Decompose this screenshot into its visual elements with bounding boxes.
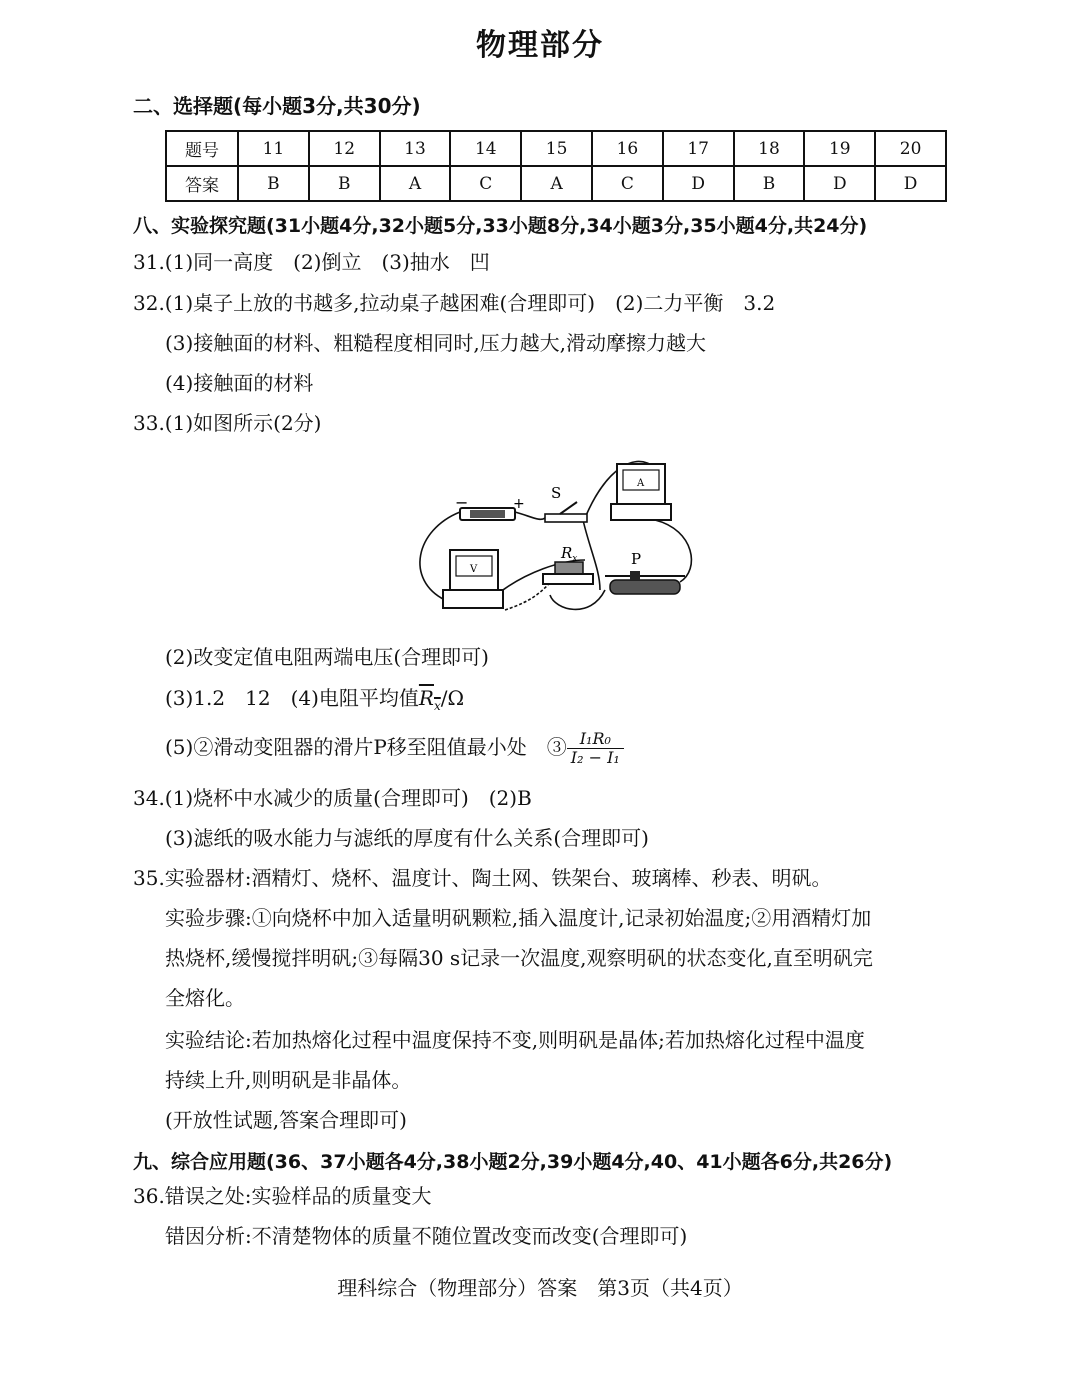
page-footer: 理科综合（物理部分）答案 第3页（共4页） <box>337 1276 743 1300</box>
question-number: 15 <box>521 131 592 166</box>
ammeter-label: A <box>637 478 645 489</box>
answer-cell: B <box>238 166 309 201</box>
formula-denominator: I₂ − I₁ <box>570 748 620 767</box>
resistance-unit: /Ω <box>440 686 465 710</box>
answer-cell: C <box>450 166 521 201</box>
question-number: 17 <box>663 131 734 166</box>
battery-minus-label: − <box>455 493 469 512</box>
section-9-heading: 九、综合应用题(36、37小题各4分,38小题2分,39小题4分,40、41小题各6分,共26分) <box>133 1151 893 1173</box>
q34-line-2: (3)滤纸的吸水能力与滤纸的厚度有什么关系(合理即可) <box>165 826 649 850</box>
q32-line-2: (3)接触面的材料、粗糙程度相同时,压力越大,滑动摩擦力越大 <box>165 331 707 355</box>
resistor-base <box>543 574 593 584</box>
answer-cell: B <box>734 166 805 201</box>
answer-cell: A <box>521 166 592 201</box>
question-number: 11 <box>238 131 309 166</box>
battery-cell <box>470 510 505 518</box>
ammeter-base <box>611 504 671 520</box>
resistance-average-var-sub: x <box>433 699 441 713</box>
answer-table-number-row <box>166 131 946 166</box>
answer-cell: D <box>804 166 875 201</box>
switch-icon <box>545 514 587 522</box>
answer-table-header-answer: 答案 <box>166 166 238 201</box>
q35-line-1: 35.实验器材:酒精灯、烧杯、温度计、陶土网、铁架台、玻璃棒、秒表、明矾。 <box>133 866 832 890</box>
resistance-average-var-main: R <box>418 686 434 710</box>
switch-lever <box>560 502 577 514</box>
question-number: 14 <box>450 131 521 166</box>
q33-line-4-text: (5)②滑动变阻器的滑片P移至阻值最小处 ③ <box>165 735 567 759</box>
resistance-average-var <box>418 686 441 713</box>
section-2-heading: 二、选择题(每小题3分,共30分) <box>133 94 421 118</box>
q35-line-4: 全熔化。 <box>165 986 245 1010</box>
q35-line-3: 热烧杯,缓慢搅拌明矾;③每隔30 s记录一次温度,观察明矾的状态变化,直至明矾完 <box>165 946 873 970</box>
resistor-label <box>560 544 577 564</box>
q33-line-2: (2)改变定值电阻两端电压(合理即可) <box>165 645 489 669</box>
circuit-wire <box>550 590 605 609</box>
voltmeter-base <box>443 590 503 608</box>
circuit-wire <box>655 520 691 582</box>
q35-line-6: 持续上升,则明矾是非晶体。 <box>165 1068 412 1092</box>
answer-cell: B <box>309 166 380 201</box>
question-number: 18 <box>734 131 805 166</box>
answer-cell: C <box>592 166 663 201</box>
q32-line-3: (4)接触面的材料 <box>165 371 314 395</box>
q33-line-3 <box>165 684 464 720</box>
resistor-label-sub: x <box>572 554 578 564</box>
section-8-heading: 八、实验探究题(31小题4分,32小题5分,33小题8分,34小题3分,35小题4分,共24分) <box>133 215 868 237</box>
q36-line-2: 错因分析:不清楚物体的质量不随位置改变而改变(合理即可) <box>165 1224 688 1248</box>
q33-line-3-text: (3)1.2 12 (4)电阻平均值 <box>165 686 419 710</box>
answer-cell: A <box>380 166 451 201</box>
q33-line-4 <box>165 730 624 767</box>
formula-numerator: I₁R₀ <box>567 730 624 749</box>
answer-table-answer-row <box>166 166 946 201</box>
formula-fraction <box>567 730 624 767</box>
question-number: 13 <box>380 131 451 166</box>
resistor-label-main: R <box>561 544 573 562</box>
slider-label: P <box>631 550 642 568</box>
battery-plus-label: + <box>513 496 525 512</box>
voltmeter-label: V <box>470 564 478 575</box>
answer-cell: D <box>875 166 946 201</box>
question-number: 19 <box>804 131 875 166</box>
rheostat-icon <box>610 580 680 594</box>
answer-cell: D <box>663 166 734 201</box>
circuit-diagram <box>405 450 705 620</box>
q32-line-1: 32.(1)桌子上放的书越多,拉动桌子越困难(合理即可) (2)二力平衡 3.2 <box>133 291 776 315</box>
q35-line-5: 实验结论:若加热熔化过程中温度保持不变,则明矾是晶体;若加热熔化过程中温度 <box>165 1028 865 1052</box>
rheostat-slider <box>630 571 640 581</box>
q35-line-2: 实验步骤:①向烧杯中加入适量明矾颗粒,插入温度计,记录初始温度;②用酒精灯加 <box>165 906 872 930</box>
question-number: 16 <box>592 131 663 166</box>
question-number: 20 <box>875 131 946 166</box>
q33-line-1: 33.(1)如图所示(2分) <box>133 411 322 435</box>
question-number: 12 <box>309 131 380 166</box>
q31-answer: 31.(1)同一高度 (2)倒立 (3)抽水 凹 <box>133 250 490 274</box>
page-title: 物理部分 <box>476 28 604 63</box>
switch-label: S <box>551 484 562 502</box>
circuit-wire <box>515 512 545 519</box>
q34-line-1: 34.(1)烧杯中水减少的质量(合理即可) (2)B <box>133 786 532 810</box>
answer-table <box>165 130 947 202</box>
resistor-icon <box>555 562 583 574</box>
answer-table-header-number: 题号 <box>166 131 238 166</box>
q36-line-1: 36.错误之处:实验样品的质量变大 <box>133 1184 432 1208</box>
q35-line-7: (开放性试题,答案合理即可) <box>165 1108 407 1132</box>
